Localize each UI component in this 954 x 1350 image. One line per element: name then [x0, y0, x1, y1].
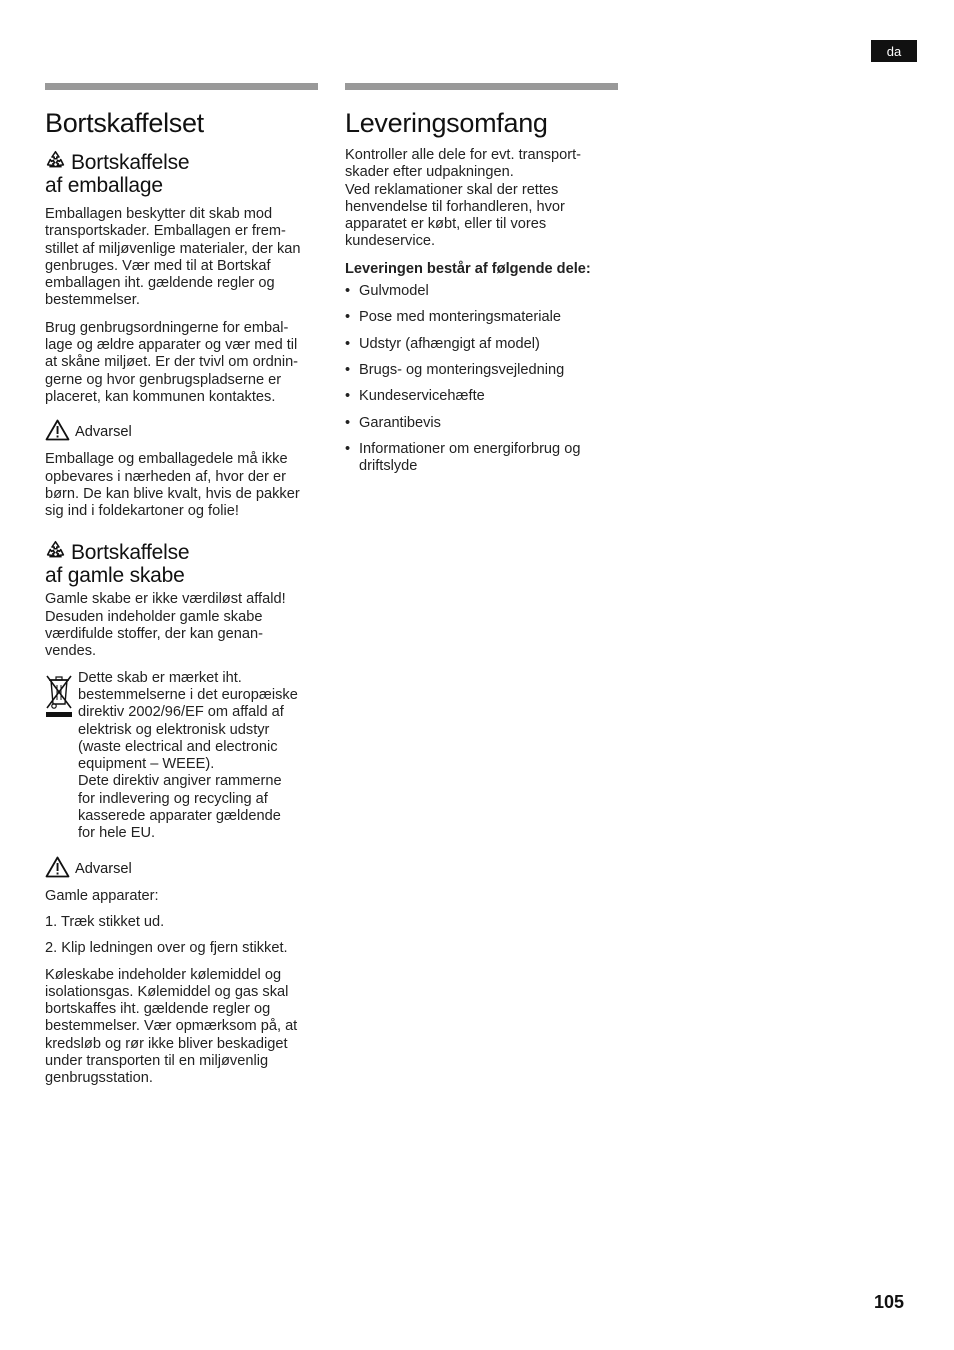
heading-line1: Bortskaffelse [71, 541, 190, 565]
list-item: • Udstyr (afhængigt af model) [345, 336, 618, 353]
warning-label: Advarsel [75, 424, 132, 441]
disposal-steps-list [45, 914, 318, 958]
warning-label: Advarsel [75, 860, 132, 877]
list-item: • Brugs- og monteringsvejledning [345, 362, 618, 379]
delivery-intro: Kontroller alle dele for evt. transport- skader efter udpakningen. Ved reklamationer skal der rettes henvendelse til forhandleren, hvor apparatet er købt, eller til vores kundeservice. [345, 147, 582, 250]
heading-line1: Bortskaffelse [71, 151, 190, 174]
recycle-icon [45, 540, 66, 561]
section-rule [45, 83, 318, 90]
page-title-delivery: Leveringsomfang [345, 108, 548, 138]
warning-triangle-icon [45, 419, 70, 441]
delivery-list-heading: Leveringen består af følgende dele: [345, 260, 591, 277]
list-item: 2. Klip ledningen over og fjern stikket. [45, 940, 288, 957]
column-disposal [45, 83, 318, 1088]
heading-line2: af emballage [45, 174, 163, 197]
list-item: • Gulvmodel [345, 283, 618, 300]
list-item: • Garantibevis [345, 415, 618, 432]
list-item: • Informationer om energiforbrug og driftslyde [345, 441, 599, 476]
language-badge: da [871, 40, 917, 62]
list-item: 1. Træk stikket ud. [45, 913, 165, 930]
warning-triangle-icon [45, 856, 70, 878]
packaging-paragraph-1: Emballagen beskytter dit skab mod transportskader. Emballagen er frem- stillet af miljøvenlige materialer, der kan genbruges. Vær med til at Bortskaf emballagen iht. gældende regler og bestemmelser. [45, 206, 301, 309]
weee-text: Dette skab er mærket iht. bestemmelserne i det europæiske direktiv 2002/96/EF om affald af elektrisk og elektronisk udstyr (waste electrical and electronic equipment – WEEE). Dete direktiv angiver rammerne for indlevering og recycling af kasserede apparater gældende for hele EU. [78, 669, 298, 842]
warning-heading [45, 856, 318, 878]
column-scope-of-delivery [345, 83, 618, 475]
refrigerant-paragraph: Køleskabe indeholder kølemiddel og isolationsgas. Kølemiddel og gas skal bortskaffes iht. gældende regler og bestemmelser. Vær opmærksom på, at kredsløb og rør ikke bliver beskadiget under transporten til en miljøvenlig genbrugsstation. [45, 966, 298, 1087]
delivery-items-list [345, 283, 618, 475]
list-item: • Kundeservicehæfte [345, 388, 618, 405]
heading-old-appliance-disposal [45, 540, 318, 587]
page-title-disposal: Bortskaffelset [45, 108, 204, 138]
old-appliance-paragraph: Gamle skabe er ikke værdiløst affald! Desuden indeholder gamle skabe værdifulde stoffer, der kan genan- vendes. [45, 591, 286, 660]
crossed-out-wheelie-bin-icon [45, 672, 73, 718]
packaging-paragraph-2: Brug genbrugsordningerne for embal- lage og ældre apparater og vær med til at skåne miljøet. Er der tvivl om ordnin- gerne og hvor genbrugspladserne er placeret, kan kommunen kontaktes. [45, 319, 299, 405]
heading-packaging-disposal [45, 150, 318, 197]
page-number: 105 [874, 1292, 905, 1312]
list-item: • Pose med monteringsmateriale [345, 309, 618, 326]
recycle-icon [45, 150, 66, 171]
heading-line2: af gamle skabe [45, 564, 185, 588]
warning-heading [45, 419, 318, 441]
weee-notice [45, 670, 318, 843]
section-rule [345, 83, 618, 90]
warning-text-packaging: Emballage og emballagedele må ikke opbevares i nærheden af, hvor der er børn. De kan blive kvalt, hvis de pakker sig ind i foldekartoner og folie! [45, 451, 300, 520]
old-appliances-intro: Gamle apparater: [45, 887, 159, 904]
